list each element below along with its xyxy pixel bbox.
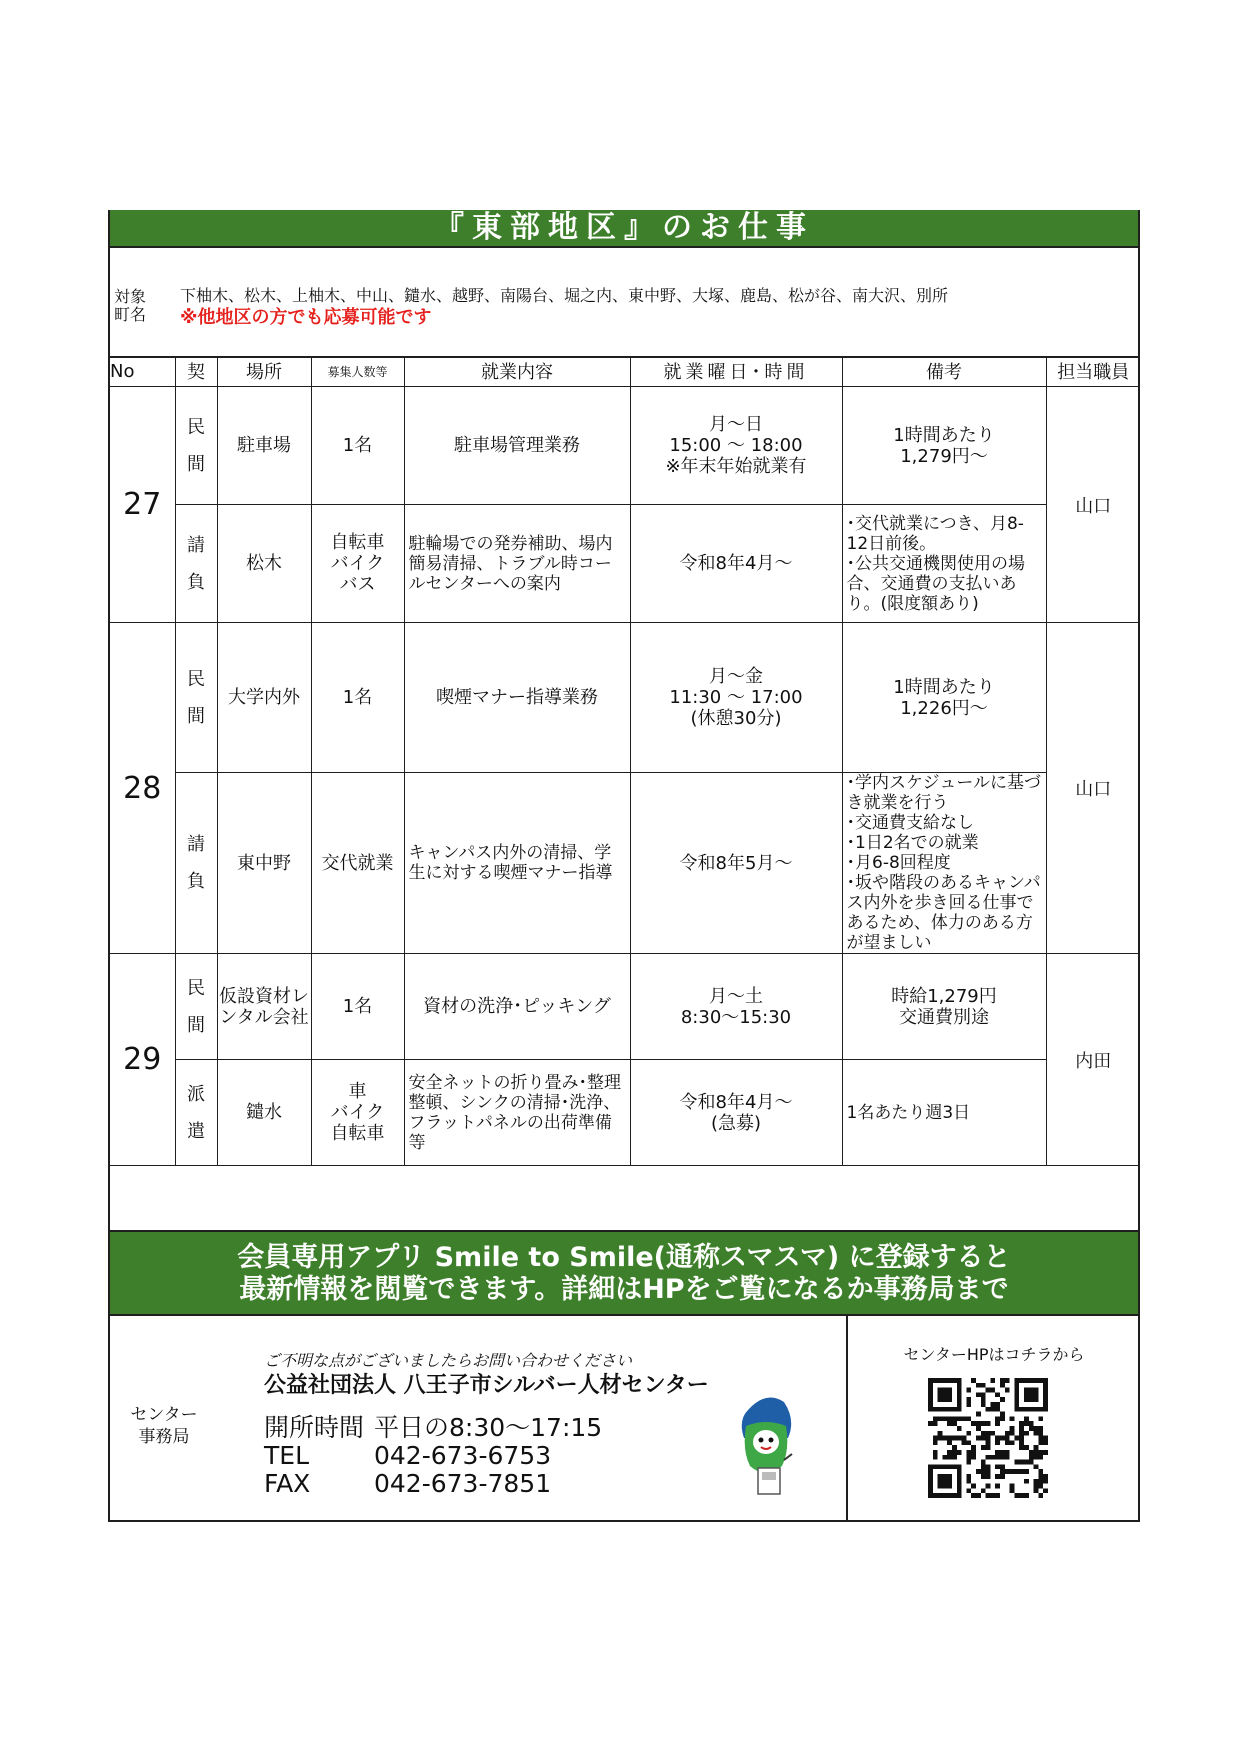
text-line: 月～土 xyxy=(709,985,763,1007)
contract-type-top: 民 間 xyxy=(175,387,217,505)
text-line: ･交代就業につき、月8-12日前後。 xyxy=(846,513,1024,554)
text-line: 月～日 xyxy=(709,414,763,435)
table-header-row xyxy=(110,356,1140,387)
job-row-27-top xyxy=(110,387,1140,505)
page-title: 『東部地区』のお仕事 xyxy=(110,210,1138,248)
organization-name: 公益社団法人 八王子市シルバー人材センター xyxy=(264,1373,709,1398)
text-line: 11:30 ～ 17:00 xyxy=(669,687,803,708)
app-banner xyxy=(110,1230,1138,1316)
header-recruit: 募集人数等 xyxy=(311,356,404,387)
text-line: 月～金 xyxy=(709,666,763,687)
text-line: ･坂や階段のあるキャンパス内外を歩き回る仕事であるため、体力のある方が望ましい xyxy=(846,873,1041,953)
job-location: 松木 xyxy=(217,505,311,623)
job-remarks xyxy=(842,387,1046,505)
job-detail: 安全ネットの折り畳み･整理整頓、シンクの清掃･洗浄、フラットパネルの出荷準備等 xyxy=(404,1060,630,1166)
commute-method xyxy=(311,1060,404,1166)
text-line: ･交通費支給なし xyxy=(846,813,974,833)
header-content: 就業内容 xyxy=(404,356,630,387)
job-number: 28 xyxy=(110,623,175,954)
text-line: 1時間あたり xyxy=(893,424,995,446)
recruit-count: 1名 xyxy=(311,387,404,505)
contract-type-bottom: 請 負 xyxy=(175,773,217,954)
text-line: ･月6-8回程度 xyxy=(846,853,951,873)
job-schedule xyxy=(630,387,842,505)
text-line: ･学内スケジュールに基づき就業を行う xyxy=(846,773,1041,813)
job-detail: 駐輪場での発券補助、場内簡易清掃、トラブル時コールセンターへの案内 xyxy=(404,505,630,623)
text-line: 8:30～15:30 xyxy=(680,1006,792,1028)
job-content: 喫煙マナー指導業務 xyxy=(404,623,630,773)
job-start: 令和8年4月～ (急募) xyxy=(630,1060,842,1166)
job-number: 27 xyxy=(110,387,175,623)
jobs-body xyxy=(110,387,1140,1166)
job-schedule xyxy=(630,954,842,1060)
hours-row: 開所時間 平日の8:30～17:15 xyxy=(264,1413,603,1442)
text-line: 自転車 xyxy=(330,532,385,553)
mascot-icon xyxy=(736,1390,796,1500)
text-line: 1,226円～ xyxy=(900,697,988,719)
job-location: 東中野 xyxy=(217,773,311,954)
job-row-28-bottom xyxy=(110,773,1140,954)
text-line: バイク xyxy=(330,553,385,574)
target-area-section xyxy=(110,248,1138,358)
qr-code-icon[interactable] xyxy=(928,1378,1048,1498)
header-place: 場所 xyxy=(217,356,311,387)
job-row-28-top xyxy=(110,623,1140,773)
job-row-29-top xyxy=(110,954,1140,1060)
target-area-label: 対象 町名 xyxy=(114,287,147,324)
job-schedule xyxy=(630,623,842,773)
job-place: 大学内外 xyxy=(217,623,311,773)
text-line: 交代就業 xyxy=(321,852,394,874)
job-notes xyxy=(842,773,1046,954)
job-notes xyxy=(842,1060,1046,1166)
recruit-count: 1名 xyxy=(311,954,404,1060)
banner-line-1: 会員専用アプリ Smile to Smile(通称スマスマ) に登録すると xyxy=(237,1242,1011,1273)
text-line: 1名あたり週3日 xyxy=(846,1102,971,1123)
text-line: (休憩30分) xyxy=(690,708,782,729)
header-contract: 契 xyxy=(175,356,217,387)
header-no: No xyxy=(110,356,175,387)
text-line: 自転車 xyxy=(330,1123,385,1144)
header-staff: 担当職員 xyxy=(1046,356,1140,387)
job-content: 資材の洗浄･ピッキング xyxy=(404,954,630,1060)
job-row-29-bottom xyxy=(110,1060,1140,1166)
staff-name: 山口 xyxy=(1046,387,1140,623)
text-line: バイク xyxy=(330,1102,385,1123)
contract-type-top: 民 間 xyxy=(175,954,217,1060)
job-place: 駐車場 xyxy=(217,387,311,505)
job-sheet xyxy=(108,210,1140,1522)
header-remarks: 備考 xyxy=(842,356,1046,387)
contract-type-bottom: 派 遣 xyxy=(175,1060,217,1166)
contact-details xyxy=(264,1414,602,1498)
jobs-table xyxy=(110,356,1140,1166)
text-line: 時給1,279円 xyxy=(891,985,997,1007)
qr-label: センターHPはコチラから xyxy=(903,1345,1085,1364)
recruit-count: 1名 xyxy=(311,623,404,773)
commute-method xyxy=(311,773,404,954)
job-detail: キャンパス内外の清掃、学生に対する喫煙マナー指導 xyxy=(404,773,630,954)
job-content: 駐車場管理業務 xyxy=(404,387,630,505)
text-line: 交通費別途 xyxy=(899,1006,989,1028)
banner-line-2: 最新情報を閲覧できます。詳細はHPをご覧になるか事務局まで xyxy=(239,1274,1009,1305)
text-line: 15:00 ～ 18:00 xyxy=(669,435,803,456)
target-towns-list: 下柚木、松木、上柚木、中山、鑓水、越野、南陽台、堀之内、東中野、大塚、鹿島、松が谷、南大沢、別所 xyxy=(180,286,949,305)
text-line: 車 xyxy=(348,1081,367,1102)
text-line: ･公共交通機関使用の場合、交通費の支払いあり。(限度額あり) xyxy=(846,553,1025,614)
contract-type-bottom: 請 負 xyxy=(175,505,217,623)
header-schedule: 就業曜日･時間 xyxy=(630,356,842,387)
commute-method xyxy=(311,505,404,623)
job-start: 令和8年5月～ xyxy=(630,773,842,954)
text-line: 1時間あたり xyxy=(893,676,995,698)
fax-row: FAX 042-673-7851 xyxy=(264,1469,552,1498)
contact-section xyxy=(110,1316,848,1520)
contact-label: センター 事務局 xyxy=(130,1405,198,1447)
job-start: 令和8年4月～ xyxy=(630,505,842,623)
tel-row: TEL 042-673-6753 xyxy=(264,1441,552,1470)
job-place: 仮設資材レンタル会社 xyxy=(217,954,311,1060)
job-row-27-bottom xyxy=(110,505,1140,623)
job-number: 29 xyxy=(110,954,175,1166)
staff-name: 内田 xyxy=(1046,954,1140,1166)
job-remarks xyxy=(842,954,1046,1060)
contract-type-top: 民 間 xyxy=(175,623,217,773)
staff-name: 山口 xyxy=(1046,623,1140,954)
text-line: ･1日2名での就業 xyxy=(846,833,979,853)
text-line: バス xyxy=(339,574,376,595)
job-location: 鑓水 xyxy=(217,1060,311,1166)
text-line: 1,279円～ xyxy=(900,445,988,467)
contact-prompt: ご不明な点がございましたらお問い合わせください xyxy=(264,1351,633,1370)
text-line: ※年末年始就業有 xyxy=(665,456,807,477)
target-note: ※他地区の方でも応募可能です xyxy=(180,307,432,328)
job-remarks xyxy=(842,623,1046,773)
qr-section xyxy=(848,1316,1140,1520)
job-notes xyxy=(842,505,1046,623)
